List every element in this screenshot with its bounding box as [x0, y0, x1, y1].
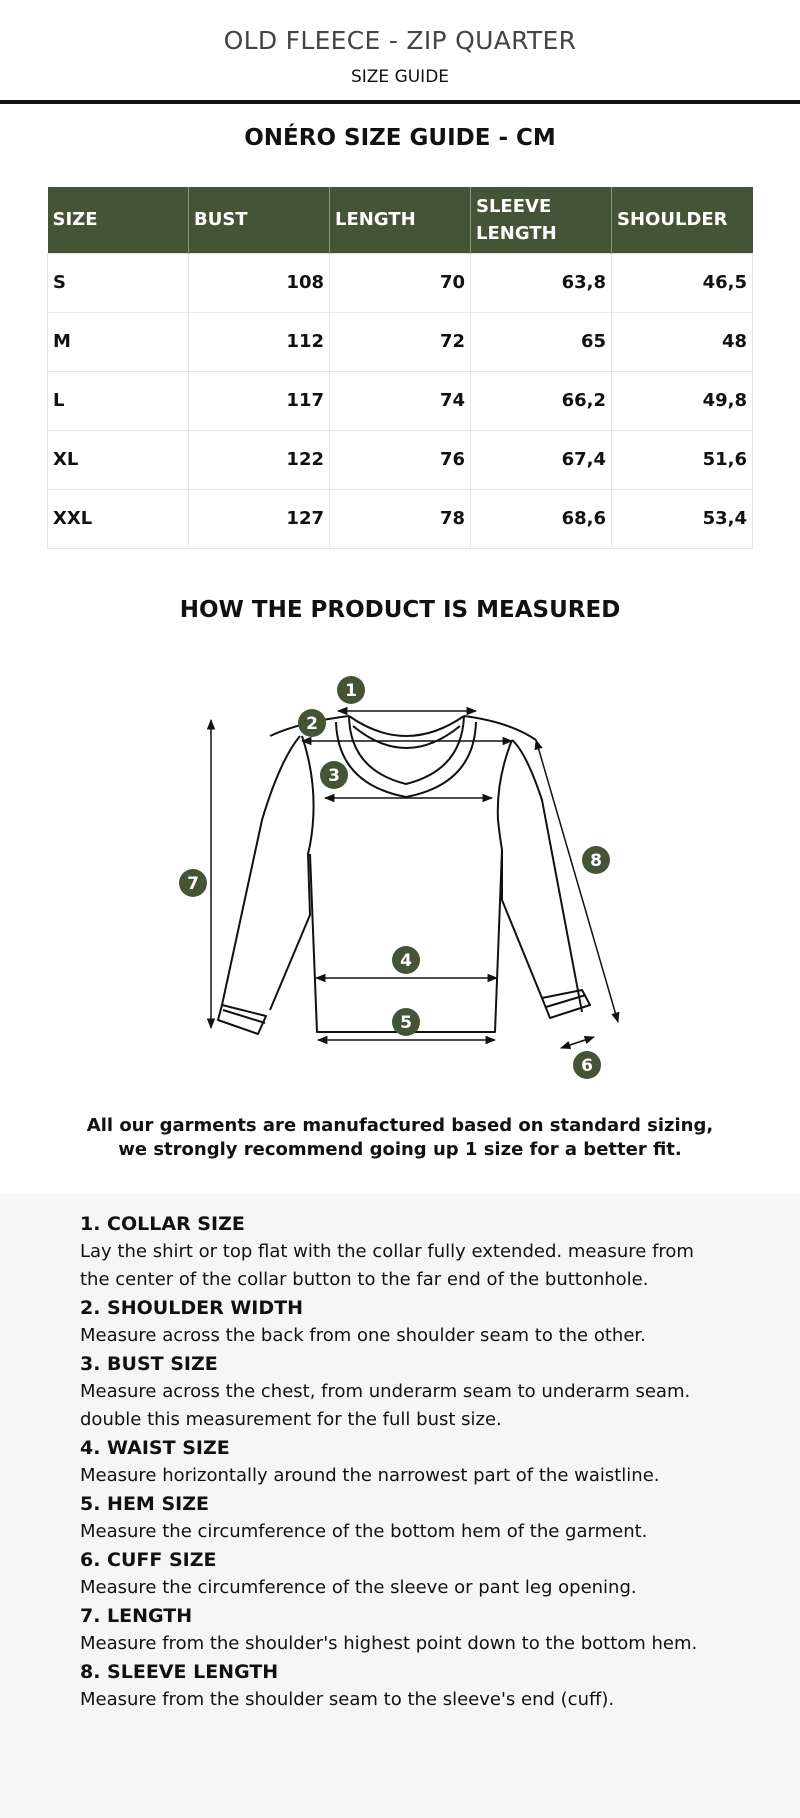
instruction-hem: [80, 1490, 800, 1546]
instruction-waist: [80, 1434, 800, 1490]
column-header-size: SIZE: [48, 187, 189, 253]
instruction-body: Measure horizontally around the narrowest part of the waistline.: [80, 1465, 660, 1486]
cell-sleeve-length: 66,2: [471, 371, 612, 430]
instruction-title: 8. SLEEVE LENGTH: [80, 1661, 279, 1683]
cell-bust: 108: [189, 253, 330, 312]
instruction-title: 6. CUFF SIZE: [80, 1549, 217, 1571]
table-row: [48, 312, 753, 371]
cell-size: XL: [48, 430, 189, 489]
instruction-title: 7. LENGTH: [80, 1605, 193, 1627]
sweater-outline-icon: [218, 716, 590, 1034]
page-subtitle: SIZE GUIDE: [350, 67, 450, 87]
instruction-body: Measure the circumference of the bottom hem of the garment.: [80, 1521, 648, 1542]
table-row: [48, 371, 753, 430]
cell-shoulder: 46,5: [612, 253, 753, 312]
svg-text:4: 4: [400, 951, 412, 971]
instruction-title: 5. HEM SIZE: [80, 1493, 209, 1515]
cell-size: M: [48, 312, 189, 371]
instruction-body: Measure across the chest, from underarm seam to underarm seam. double this measurement for the full bust size.: [80, 1381, 691, 1430]
column-header-length: LENGTH: [330, 187, 471, 253]
measurement-instructions: [0, 1194, 800, 1818]
cell-sleeve-length: 68,6: [471, 489, 612, 548]
table-row: [48, 253, 753, 312]
badge-4-icon: [392, 946, 420, 974]
svg-text:7: 7: [187, 874, 199, 894]
sweater-measurement-diagram: [170, 660, 630, 1090]
size-table: [47, 187, 753, 549]
size-guide-title: ONÉRO SIZE GUIDE - CM: [244, 125, 556, 151]
cell-size: XXL: [48, 489, 189, 548]
arrow-cuff: [561, 1037, 594, 1048]
badge-7-icon: [179, 869, 207, 897]
cell-shoulder: 53,4: [612, 489, 753, 548]
svg-text:2: 2: [306, 714, 318, 734]
instruction-body: Measure from the shoulder seam to the sleeve's end (cuff).: [80, 1689, 615, 1710]
cell-shoulder: 51,6: [612, 430, 753, 489]
cell-size: S: [48, 253, 189, 312]
svg-text:1: 1: [345, 681, 357, 701]
instruction-body: Measure across the back from one shoulder seam to the other.: [80, 1325, 646, 1346]
measurement-badges: [179, 676, 610, 1079]
product-title: OLD FLEECE - ZIP QUARTER: [223, 26, 577, 55]
instruction-title: 1. COLLAR SIZE: [80, 1213, 245, 1235]
arrow-sleeve-length: [536, 740, 618, 1022]
cell-bust: 127: [189, 489, 330, 548]
instruction-shoulder: [80, 1294, 800, 1350]
svg-text:3: 3: [328, 766, 340, 786]
sizing-note-line-1: All our garments are manufactured based on standard sizing,: [86, 1115, 714, 1136]
svg-text:6: 6: [581, 1056, 593, 1076]
cell-size: L: [48, 371, 189, 430]
svg-text:5: 5: [400, 1013, 412, 1033]
cell-sleeve-length: 65: [471, 312, 612, 371]
instruction-length: [80, 1602, 800, 1658]
column-header-shoulder: SHOULDER: [612, 187, 753, 253]
badge-1-icon: [337, 676, 365, 704]
cell-length: 76: [330, 430, 471, 489]
instruction-sleeve-length: [80, 1658, 800, 1714]
column-header-bust: BUST: [189, 187, 330, 253]
cell-shoulder: 48: [612, 312, 753, 371]
instruction-bust: [80, 1350, 800, 1434]
cell-bust: 112: [189, 312, 330, 371]
instruction-title: 3. BUST SIZE: [80, 1353, 218, 1375]
instruction-body: Measure the circumference of the sleeve or pant leg opening.: [80, 1577, 637, 1598]
instruction-cuff: [80, 1546, 800, 1602]
sizing-note-line-2: we strongly recommend going up 1 size for a better fit.: [118, 1139, 682, 1160]
instruction-title: 4. WAIST SIZE: [80, 1437, 230, 1459]
instruction-body: Lay the shirt or top flat with the collar fully extended. measure from the center of the collar button to the far end of the buttonhole.: [80, 1241, 694, 1290]
column-header-sleeve-length: SLEEVE LENGTH: [471, 187, 612, 253]
cell-length: 74: [330, 371, 471, 430]
table-header-row: [48, 187, 753, 253]
cell-length: 72: [330, 312, 471, 371]
badge-2-icon: [298, 709, 326, 737]
cell-shoulder: 49,8: [612, 371, 753, 430]
cell-length: 70: [330, 253, 471, 312]
cell-sleeve-length: 63,8: [471, 253, 612, 312]
instruction-collar: [80, 1210, 800, 1294]
cell-sleeve-length: 67,4: [471, 430, 612, 489]
badge-6-icon: [573, 1051, 601, 1079]
badge-8-icon: [582, 846, 610, 874]
cell-bust: 117: [189, 371, 330, 430]
page-header: [0, 0, 800, 104]
header-divider: [0, 100, 800, 104]
table-row: [48, 430, 753, 489]
cell-bust: 122: [189, 430, 330, 489]
instruction-title: 2. SHOULDER WIDTH: [80, 1297, 303, 1319]
sizing-note: [0, 1114, 800, 1162]
badge-5-icon: [392, 1008, 420, 1036]
cell-length: 78: [330, 489, 471, 548]
table-row: [48, 489, 753, 548]
svg-text:8: 8: [590, 851, 602, 871]
badge-3-icon: [320, 761, 348, 789]
measure-section-title: HOW THE PRODUCT IS MEASURED: [179, 597, 621, 623]
instruction-body: Measure from the shoulder's highest point down to the bottom hem.: [80, 1633, 698, 1654]
